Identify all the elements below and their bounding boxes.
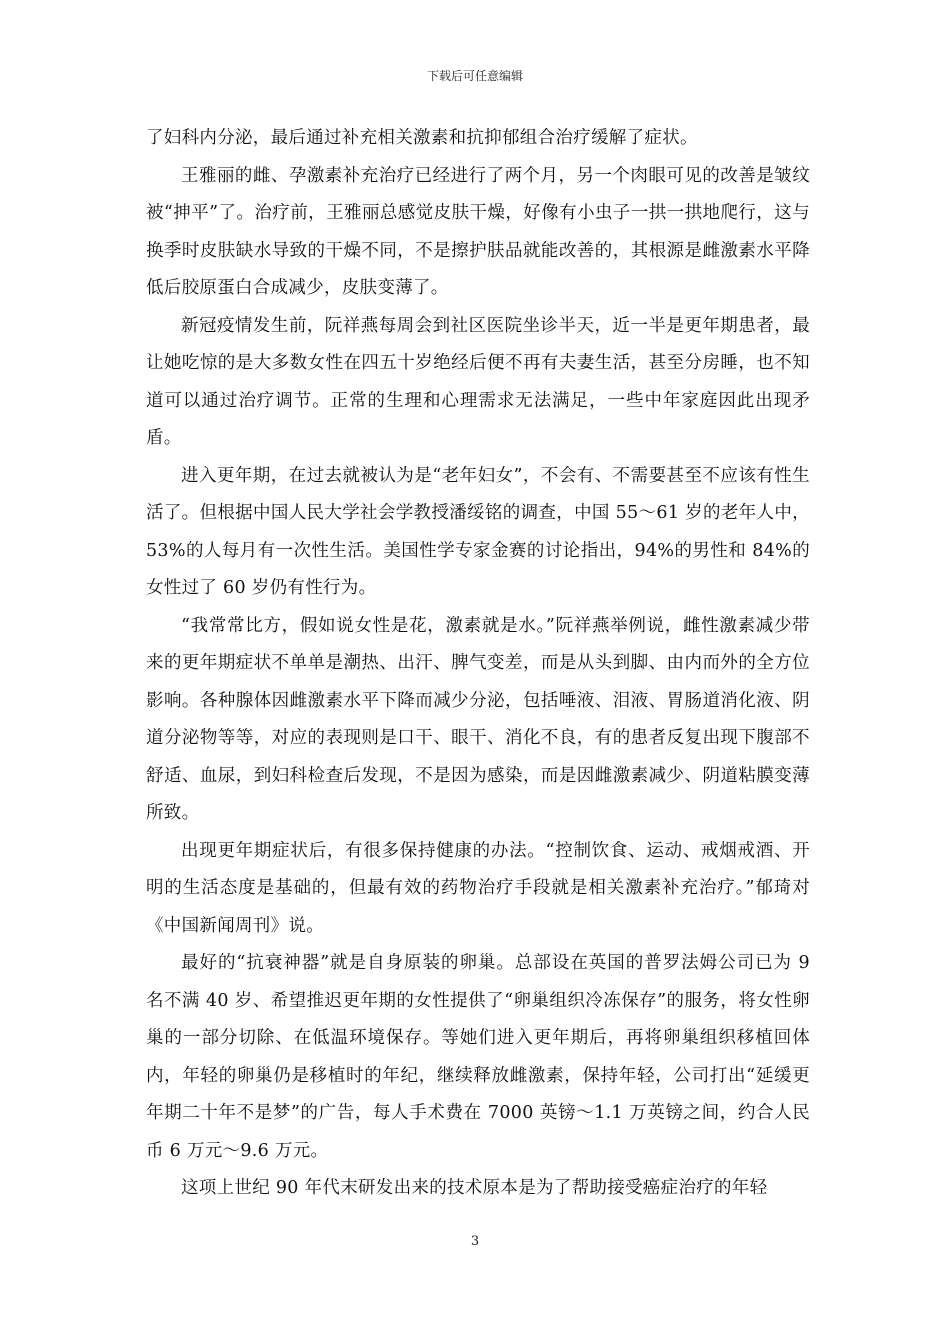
paragraph-8: 这项上世纪 90 年代末研发出来的技术原本是为了帮助接受癌症治疗的年轻 — [181, 1178, 768, 1198]
paragraph-3: 新冠疫情发生前，阮祥燕每周会到社区医院坐诊半天，近一半是更年期患者，最让她吃惊的是大多数女性在四五十岁绝经后便不再有夫妻生活，甚至分房睡，也不知道可以通过治疗调节。正常的生理和心理需求无法满足，一些中年家庭因此出现矛盾。 — [146, 315, 810, 448]
paragraph-4: 进入更年期，在过去就被认为是“老年妇女”，不会有、不需要甚至不应该有性生活了。但根据中国人民大学社会学教授潘绥铭的调查，中国 55～61 岁的老年人中，53%的人每月有一次性生活。美国性学专家金赛的讨论指出，94%的男性和 84%的女性过了 60 岁仍有性行为。 — [146, 465, 810, 598]
paragraph-5: “我常常比方，假如说女性是花，激素就是水。”阮祥燕举例说，雌性激素减少带来的更年期症状不单单是潮热、出汗、脾气变差，而是从头到脚、由内而外的全方位影响。各种腺体因雌激素水平下降而减少分泌，包括唾液、泪液、胃肠道消化液、阴道分泌物等等，对应的表现则是口干、眼干、消化不良，有的患者反复出现下腹部不舒适、血尿，到妇科检查后发现，不是因为感染，而是因雌激素减少、阴道粘膜变薄所致。 — [146, 615, 810, 823]
paragraph-7: 最好的“抗衰神器”就是自身原装的卵巢。总部设在英国的普罗法姆公司已为 9 名不满 40 岁、希望推迟更年期的女性提供了“卵巢组织冷冻保存”的服务，将女性卵巢的一部分切除、在低温环境保存。等她们进入更年期后，再将卵巢组织移植回体内，年轻的卵巢仍是移植时的年纪，继续释放雌激素，保持年轻，公司打出“延缓更年期二十年不是梦”的广告，每人手术费在 7000 英镑～1.1 万英镑之间，约合人民币 6 万元～9.6 万元。 — [146, 953, 810, 1161]
paragraph-2: 王雅丽的雌、孕激素补充治疗已经进行了两个月，另一个肉眼可见的改善是皱纹被“抻平”了。治疗前，王雅丽总感觉皮肤干燥，好像有小虫子一拱一拱地爬行，这与换季时皮肤缺水导致的干燥不同，不是擦护肤品就能改善的，其根源是雌激素水平降低后胶原蛋白合成减少，皮肤变薄了。 — [146, 165, 810, 298]
paragraph-6: 出现更年期症状后，有很多保持健康的办法。“控制饮食、运动、戒烟戒酒、开明的生活态度是基础的，但最有效的药物治疗手段就是相关激素补充治疗。”郁琦对《中国新闻周刊》说。 — [146, 840, 810, 936]
paragraph-1: 了妇科内分泌，最后通过补充相关激素和抗抑郁组合治疗缓解了症状。 — [146, 128, 698, 148]
document-body — [146, 120, 810, 1208]
page-number: 3 — [470, 1234, 480, 1249]
page-header: 下载后可任意编辑 — [426, 69, 523, 83]
